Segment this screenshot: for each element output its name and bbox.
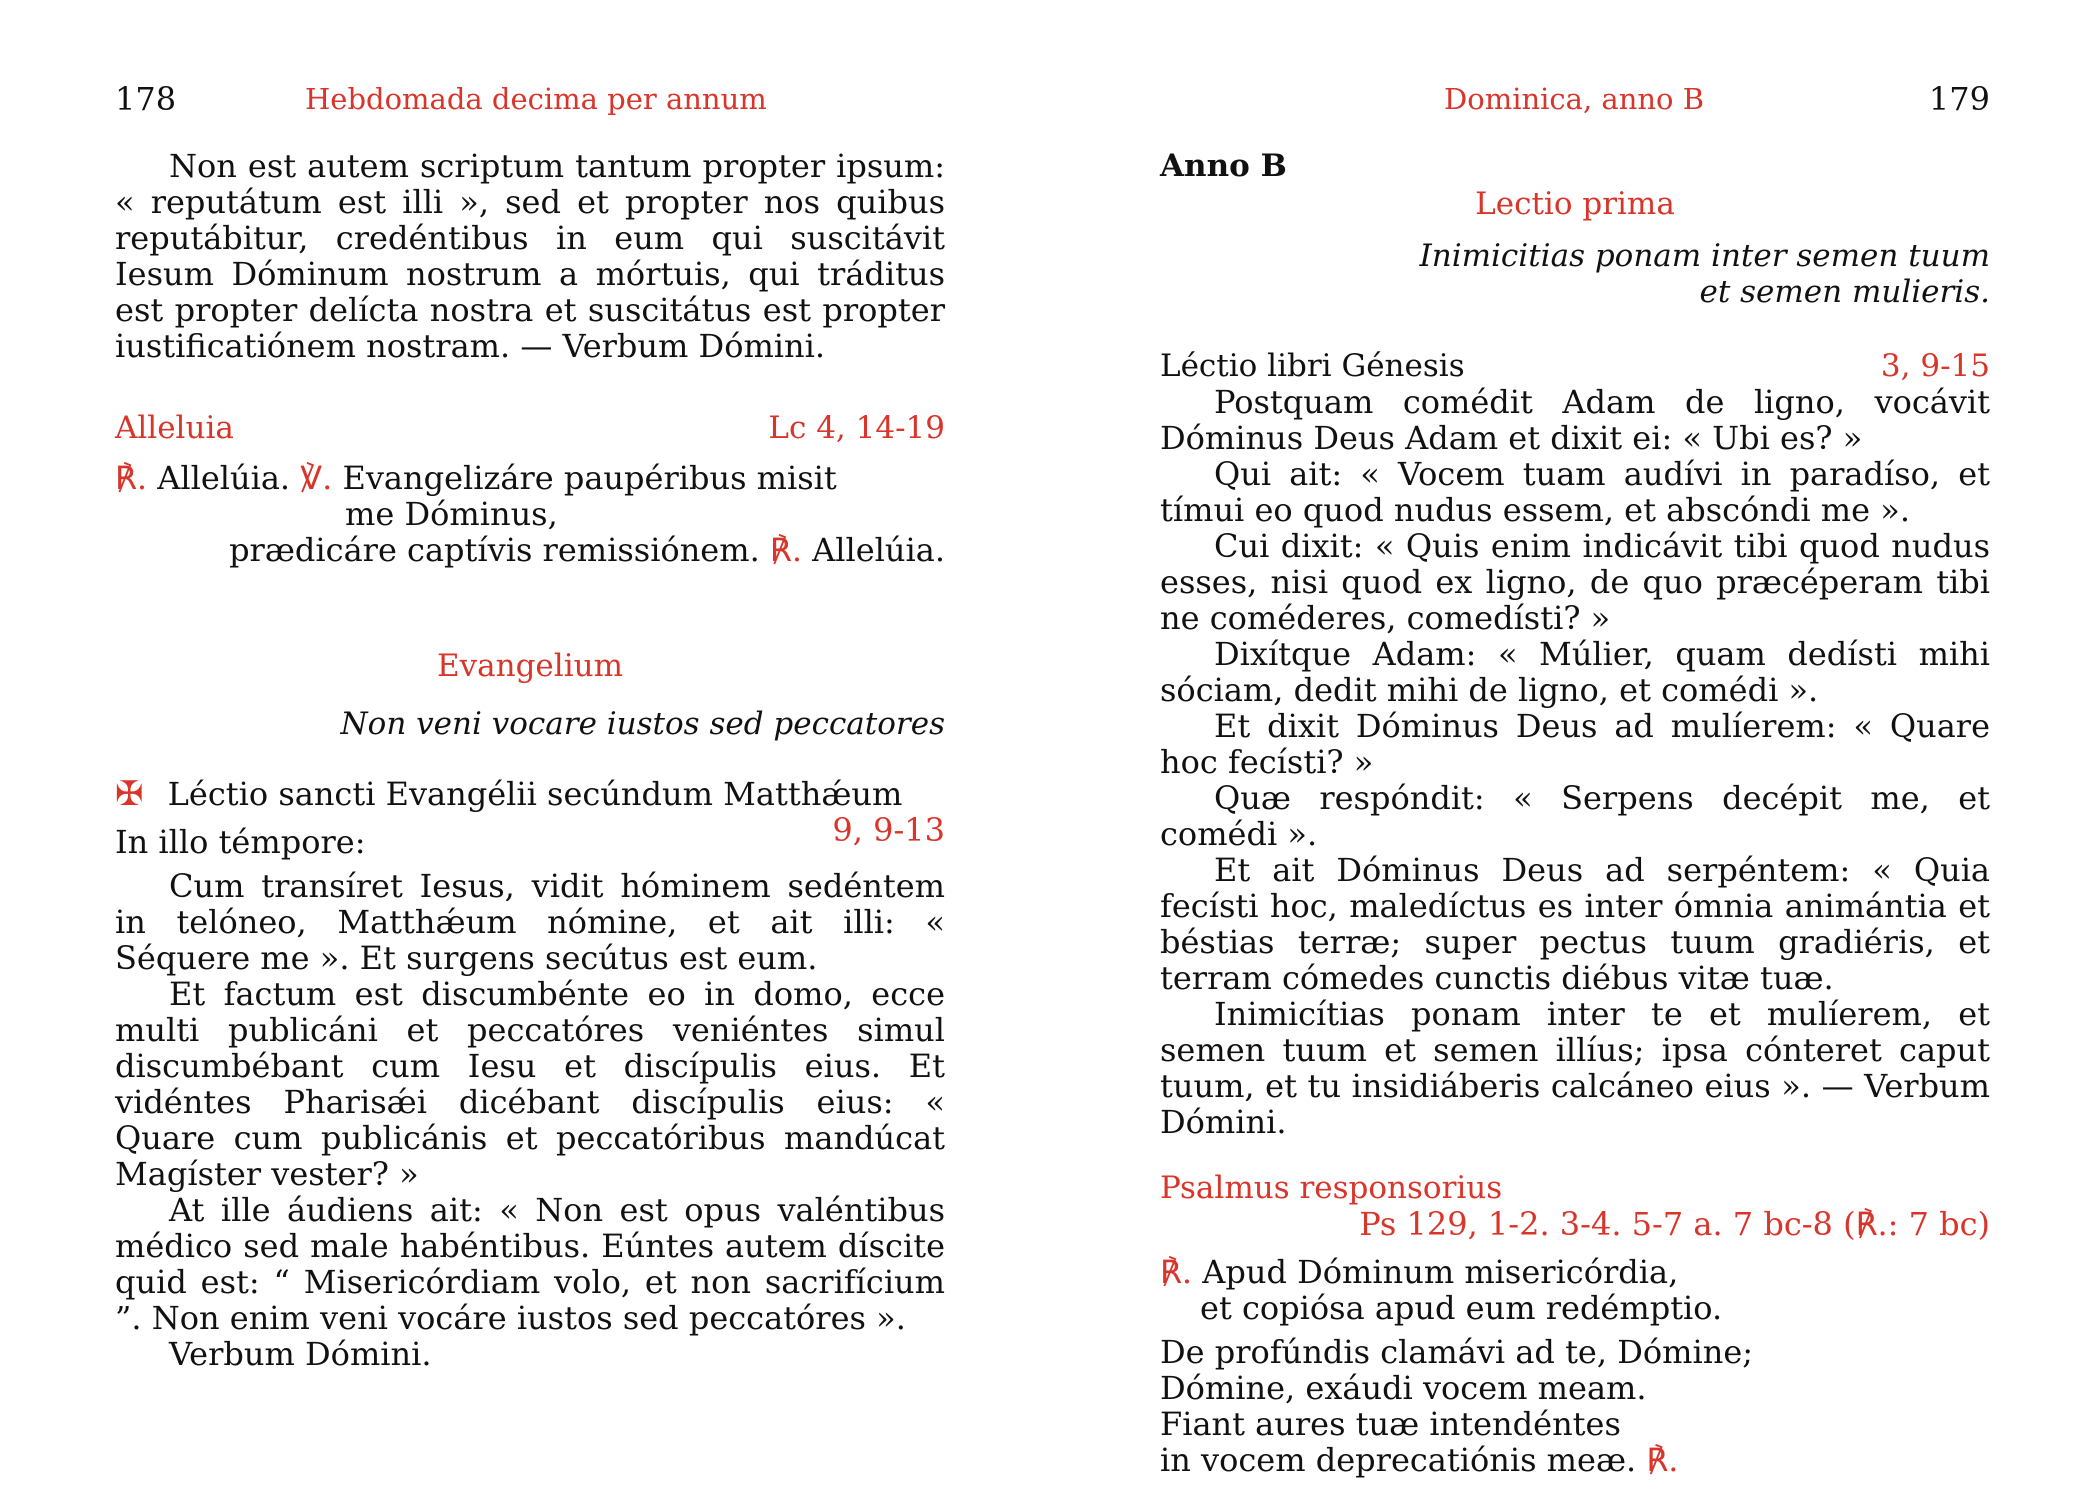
gospel-paragraph: Cum transíret Iesus, vidit hóminem sedéntem in telóneo, Matthǽum nómine, et ait illi: « Séquere me ». Et surgens secútus est eum. (115, 867, 945, 977)
psalm-verse: Fiant aures tuæ intendéntes (1160, 1405, 1621, 1443)
left-page (115, 0, 945, 1500)
reading-paragraph: Qui ait: « Vocem tuam audívi in paradíso, et tímui eo quod nudus essem, et abscóndi me ». (1160, 455, 1990, 529)
gospel-subtitle: Non veni vocare iustos sed peccatores (340, 706, 945, 742)
intro-paragraph: Non est autem scriptum tantum propter ipsum: « reputátum est illi », sed et propter nos quibus reputábitur, credéntibus in eum qui suscitávit Iesum Dóminum nostrum a mórtuis, qui tráditus est propter delícta nostra et suscitátus est propter iustificatiónem nostram. — Verbum Dómini. (115, 147, 945, 365)
psalm-verse: Dómine, exáudi vocem meam. (1160, 1369, 1647, 1407)
first-reading-subtitle-1: Inimicitias ponam inter semen tuum (1419, 238, 1990, 274)
first-reading-intro: Léctio libri Génesis (1160, 348, 1465, 384)
cross-icon: ✠ (115, 774, 144, 814)
alleluia-line-2: me Dóminus, (345, 495, 558, 533)
gospel-closing: Verbum Dómini. (169, 1335, 432, 1373)
response-symbol: ℟. (115, 459, 148, 497)
response-symbol: ℟. (1160, 1253, 1193, 1291)
gospel-heading: Evangelium (437, 648, 623, 684)
right-running-head (1160, 80, 1990, 124)
alleluia-verse-start: Evangelizáre paupéribus misit (342, 459, 837, 497)
alleluia-verse-end: prædicáre captívis remissiónem. (229, 531, 760, 569)
reading-paragraph: Et ait Dóminus Deus ad serpéntem: « Quia fecísti hoc, maledíctus es inter ómnia animántia et béstias terræ; super pectus tuum gradiéris, et terram cómedes cunctis diébus vitæ tuæ. (1160, 851, 1990, 997)
alleluia-heading-row (115, 410, 945, 446)
right-page-body (1160, 148, 1990, 1478)
first-reading-intro-row (1160, 348, 1990, 384)
first-reading-heading: Lectio prima (1475, 186, 1675, 222)
psalm-verse: in vocem deprecatiónis meæ. (1160, 1441, 1637, 1479)
alleluia-reference: Lc 4, 14-19 (768, 410, 945, 446)
psalm-reference: Ps 129, 1-2. 3-4. 5-7 a. 7 bc-8 (℟.: 7 bc) (1359, 1205, 1990, 1243)
reading-paragraph: Et dixit Dóminus Deus ad mulíerem: « Quare hoc fecísti? » (1160, 707, 1990, 781)
psalm-heading: Psalmus responsorius (1160, 1170, 1503, 1206)
alleluia-line-1 (115, 460, 945, 496)
reading-paragraph: Dixítque Adam: « Múlier, quam dedísti mihi sóciam, dedit mihi de ligno, et comédi ». (1160, 635, 1990, 709)
gospel-paragraph: At ille áudiens ait: « Non est opus valéntibus médico sed male habéntibus. Eúntes autem díscite quid est: “ Misericórdiam volo, et non sacrifícium ”. Non enim veni vocáre iustos sed peccatóres ». (115, 1191, 945, 1337)
gospel-opening: In illo témpore: (115, 823, 366, 861)
psalm-heading-row (1160, 1170, 1990, 1206)
reading-paragraph: Quæ respóndit: « Serpens decépit me, et comédi ». (1160, 779, 1990, 853)
gospel-intro (115, 776, 945, 812)
left-running-head (115, 80, 945, 124)
alleluia-heading: Alleluia (115, 410, 234, 446)
psalm-stanza (1160, 1334, 1990, 1478)
response-symbol: ℟. (769, 531, 802, 569)
reading-paragraph: Cui dixit: « Quis enim indicávit tibi quod nudus esses, nisi quod ex ligno, de quo præcéperam tibi ne coméderes, comedísti? » (1160, 527, 1990, 637)
reading-paragraph: Inimicítias ponam inter te et mulíerem, et semen tuum et semen illíus; ipsa cónteret caput tuum, et tu insidiáberis calcáneo eius ». — Verbum Dómini. (1160, 995, 1990, 1141)
response-symbol: ℟. (1646, 1441, 1679, 1479)
gospel-paragraph: Et factum est discumbénte eo in domo, ecce multi publicáni et peccatóres veniéntes simul discumbébant cum Iesu et discípulis eius. Et vidéntes Pharisǽi dicébant discípulis eius: « Quare cum publicánis et peccatóribus mandúcat Magíster vester? » (115, 975, 945, 1193)
page-number: 178 (115, 80, 177, 118)
right-page (1160, 0, 1990, 1500)
page-number: 179 (1928, 80, 1990, 118)
left-page-body (115, 148, 945, 1372)
first-reading-subtitle-2: et semen mulieris. (1699, 274, 1990, 310)
alleluia-block (115, 460, 945, 568)
psalm-response-text-1: Apud Dóminum misericórdia, (1202, 1253, 1679, 1291)
alleluia-word: Allelúia. (812, 531, 945, 569)
psalm-verse: De profúndis clamávi ad te, Dómine; (1160, 1333, 1754, 1371)
first-reading-reference: 3, 9-15 (1880, 348, 1990, 384)
psalm-response (1160, 1254, 1990, 1326)
versicle-symbol: ℣. (300, 459, 333, 497)
gospel-opening-row (115, 812, 945, 860)
psalm-response-line-2: et copiósa apud eum redémptio. (1200, 1289, 1723, 1327)
psalm-verse-last (1160, 1442, 1990, 1478)
alleluia-word: Allelúia. (157, 459, 291, 497)
psalm-response-line-1 (1160, 1254, 1990, 1290)
running-title: Dominica, anno B (1444, 82, 1705, 116)
alleluia-line-3 (115, 532, 945, 568)
gospel-reference: 9, 9-13 (832, 811, 945, 849)
gospel-intro-text: Léctio sancti Evangélii secúndum Matthǽum (167, 775, 903, 813)
reading-paragraph: Postquam comédit Adam de ligno, vocávit Dóminus Deus Adam et dixit ei: « Ubi es? » (1160, 383, 1990, 457)
year-heading: Anno B (1160, 148, 1287, 184)
running-title: Hebdomada decima per annum (305, 82, 767, 116)
